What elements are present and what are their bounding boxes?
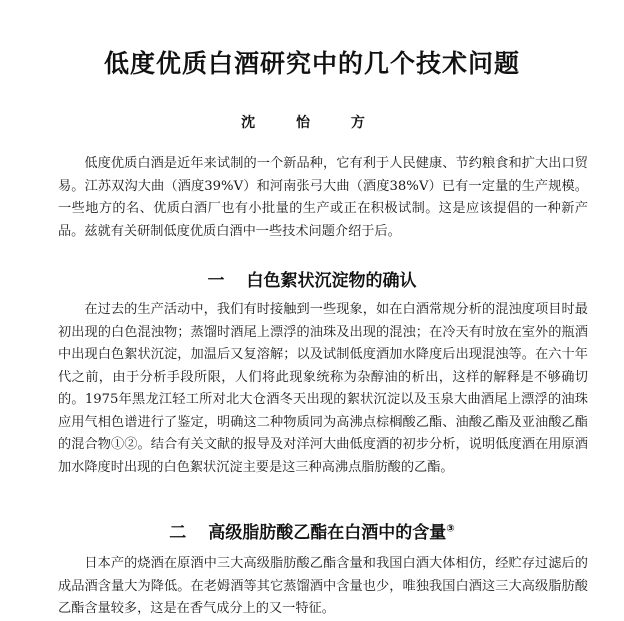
article-author: 沈 怡 方 bbox=[241, 115, 383, 131]
section-heading-text: 白色絮状沉淀物的确认 bbox=[246, 271, 417, 291]
section-number: 一 bbox=[207, 271, 225, 291]
article-title: 低度优质白酒研究中的几个技术问题 bbox=[103, 49, 520, 78]
section-heading-1 bbox=[0, 266, 624, 291]
intro-paragraph: 低度优质白酒是近年来试制的一个新品种，它有利于人民健康、节约粮食和扩大出口贸易。江苏双沟大曲（酒度39%Ⅴ）和河南张弓大曲（酒度38%Ⅴ）已有一定量的生产规模。一些地方的名、优质白酒厂也有小批量的生产或正在积极试制。这是应该提倡的一种新产品。兹就有关研制低度优质白酒中一些技术问题介绍于后。 bbox=[58, 156, 588, 239]
section-heading-2 bbox=[0, 518, 624, 543]
section-heading-text: 高级脂肪酸乙酯在白酒中的含量 bbox=[208, 523, 447, 543]
footnote-marker: ③ bbox=[446, 523, 455, 535]
section-1-paragraph: 在过去的生产活动中，我们有时接触到一些现象，如在白酒常规分析的混浊度项目时最初出现的白色混浊物；蒸馏时酒尾上漂浮的油珠及出现的混浊；在冷天有时放在室外的瓶酒中出现白色絮状沉淀，加温后又复溶解；以及试制低度酒加水降度后出现混浊等。在六十年代之前，由于分析手段所限，人们将此现象统称为杂醇油的析出，这样的解释是不够确切的。1975年黑龙江轻工所对北大仓酒冬天出现的絮状沉淀以及玉泉大曲酒尾上漂浮的油珠应用气相色谱进行了鉴定，明确这二种物质同为高沸点棕榈酸乙酯、油酸乙酯及亚油酸乙酯的混合物①②。结合有关文献的报导及对洋河大曲低度酒的初步分析，说明低度酒在用原酒加水降度时出现的白色絮状沉淀主要是这三种高沸点脂肪酸的乙酯。 bbox=[58, 302, 588, 475]
section-number: 二 bbox=[169, 523, 187, 543]
section-2-paragraph: 日本产的烧酒在原酒中三大高级脂肪酸乙酯含量和我国白酒大体相仿，经贮存过滤后的成品酒含量大为降低。在老姆酒等其它蒸馏酒中含量也少，唯独我国白酒这三大高级脂肪酸乙酯含量较多，这是在香气成分上的又一特征。 bbox=[58, 556, 588, 616]
